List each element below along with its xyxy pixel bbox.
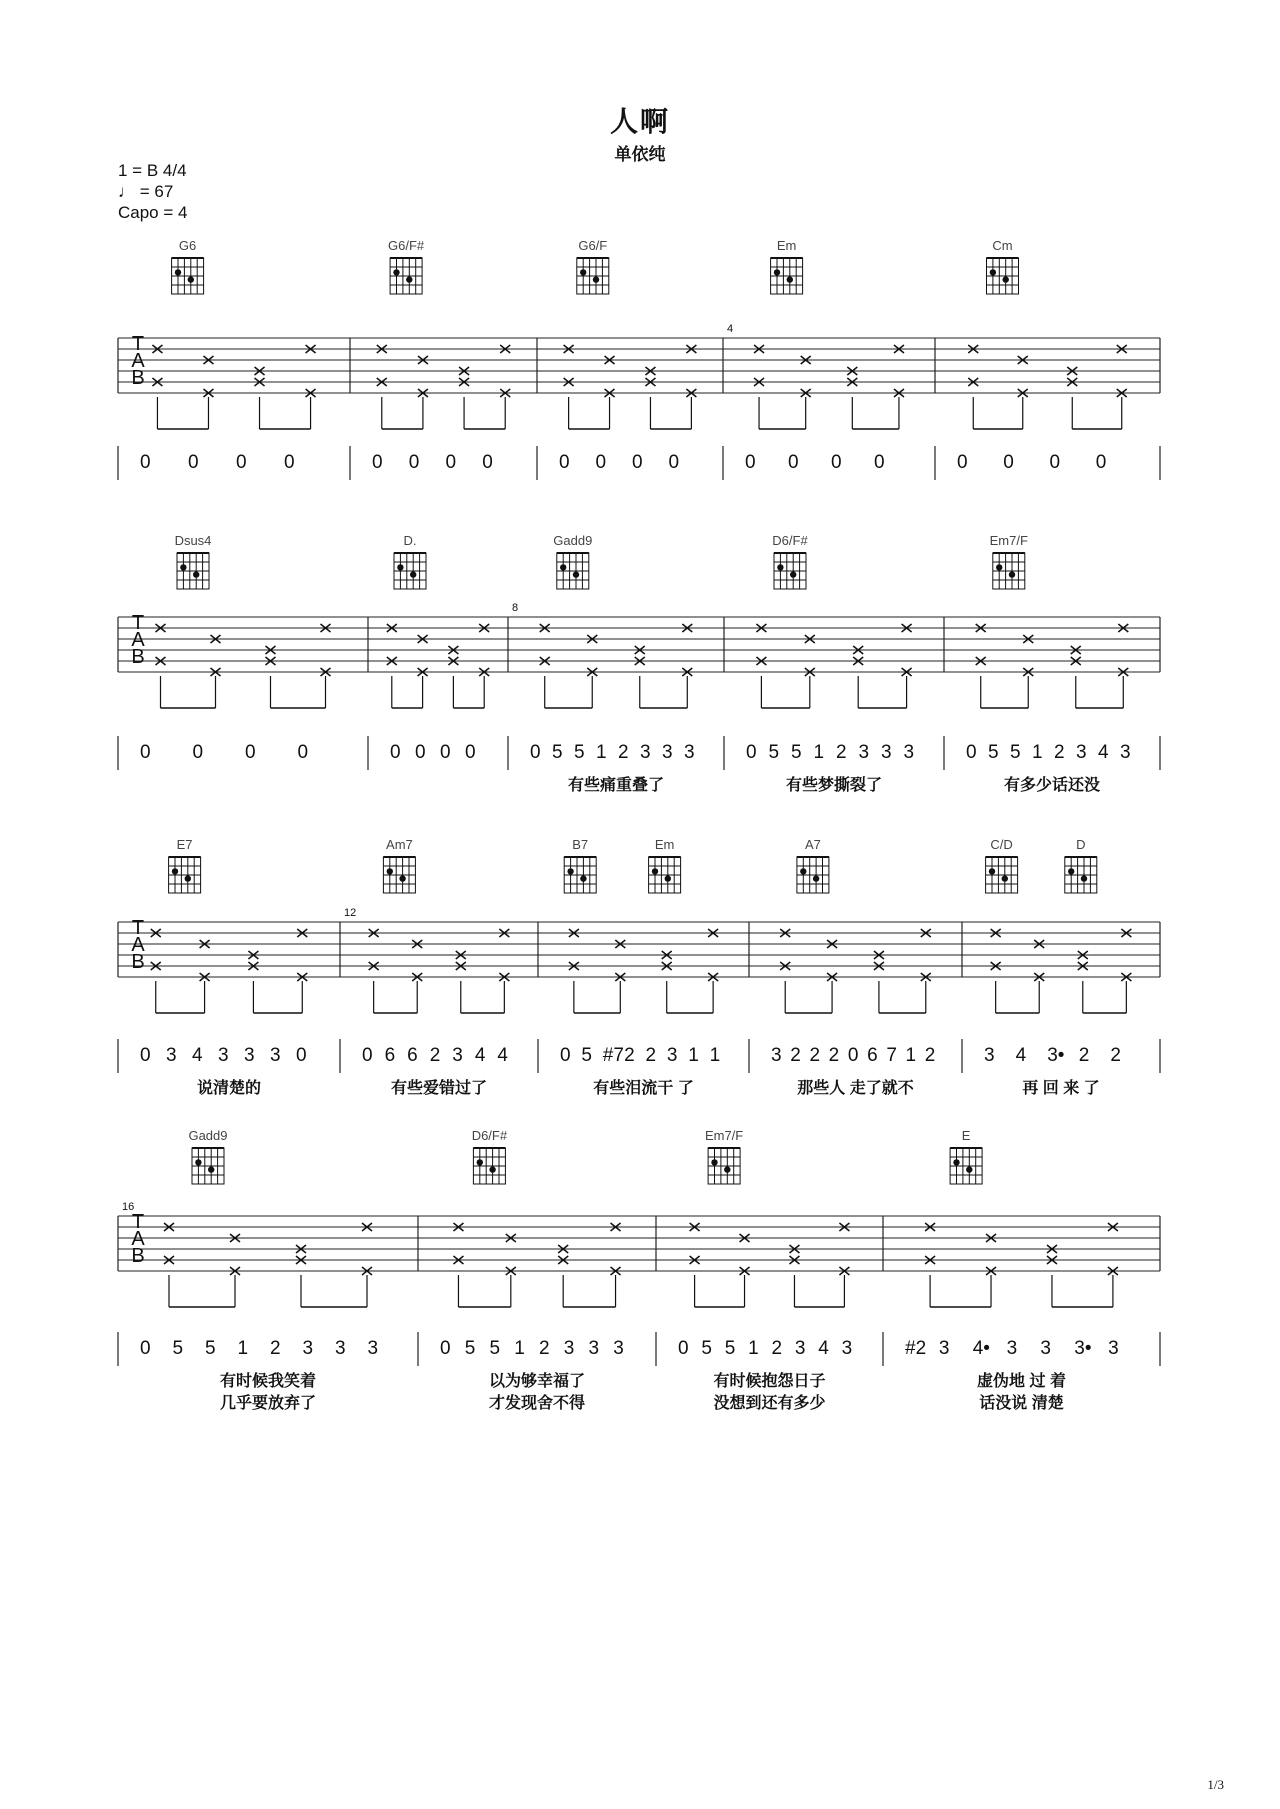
lyric-line: 有些爱错过了 — [390, 1080, 488, 1097]
jianpu-note: 0 — [236, 452, 247, 473]
jianpu-note: 1 — [905, 1045, 917, 1066]
chord-dot — [990, 269, 996, 275]
bar-number: 16 — [122, 1201, 135, 1213]
jianpu-note: 0 — [440, 1338, 451, 1359]
chord-dot — [996, 564, 1002, 570]
lyric-line: 再 回 来 了 — [1022, 1080, 1100, 1097]
jianpu-note: 0 — [957, 452, 968, 473]
chord-name: C/D — [990, 837, 1013, 852]
jianpu-note: 0 — [678, 1338, 689, 1359]
tab-clef: B — [131, 1245, 145, 1267]
jianpu-note: 3 — [1076, 742, 1087, 763]
jianpu-note: 3 — [367, 1338, 379, 1359]
jianpu-note: 0 — [415, 742, 426, 763]
chord-dot — [800, 868, 806, 874]
jianpu-note: 0 — [632, 452, 643, 473]
bar-number: 8 — [512, 602, 519, 614]
capo-marking: Capo = 4 — [118, 203, 188, 222]
jianpu-note: 4 — [474, 1045, 486, 1066]
chord-dot — [1002, 875, 1008, 881]
jianpu-note: 1 — [748, 1338, 759, 1359]
lyric-line: 说清楚的 — [196, 1080, 262, 1097]
jianpu-note: #2 — [905, 1338, 927, 1359]
chord-name: Em — [776, 238, 797, 253]
lyric-line: 有些痛重叠了 — [567, 777, 665, 794]
jianpu-note: 0 — [874, 452, 885, 473]
jianpu-note: 0 — [440, 742, 451, 763]
jianpu-note: 3 — [335, 1338, 346, 1359]
jianpu-note: 0 — [966, 742, 977, 763]
jianpu-note: 3 — [1120, 742, 1131, 763]
jianpu-note: 0 — [560, 1045, 571, 1066]
jianpu-note: 2 — [828, 1045, 840, 1066]
jianpu-note: 4 — [192, 1045, 203, 1066]
chord-dot — [195, 1159, 201, 1165]
jianpu-note: 5 — [489, 1338, 501, 1359]
chord-dot — [711, 1159, 717, 1165]
jianpu-note: 3 — [270, 1045, 281, 1066]
chord-dot — [175, 269, 181, 275]
chord-dot — [387, 868, 393, 874]
chord-dot — [989, 868, 995, 874]
jianpu-note: 5 — [464, 1338, 476, 1359]
tempo-marking: ♩ = 67 — [118, 182, 174, 201]
jianpu-note: 2 — [429, 1045, 441, 1066]
jianpu-note: 0 — [188, 452, 199, 473]
chord-name: E7 — [176, 837, 193, 852]
page-number: 1/3 — [1207, 1777, 1224, 1792]
jianpu-note: 2 — [836, 742, 847, 763]
jianpu-note: 3 — [563, 1338, 575, 1359]
jianpu-note: 6 — [384, 1045, 396, 1066]
chord-dot — [397, 564, 403, 570]
jianpu-note: 0 — [847, 1045, 859, 1066]
jianpu-note: 3 — [903, 742, 915, 763]
chord-dot — [790, 571, 796, 577]
jianpu-note: 2 — [1110, 1045, 1121, 1066]
chord-dot — [777, 564, 783, 570]
jianpu-note: 2 — [924, 1045, 936, 1066]
jianpu-note: 0 — [140, 1338, 151, 1359]
tab-clef: B — [131, 646, 145, 668]
jianpu-note: 0 — [140, 452, 151, 473]
lyric-line: 有多少话还没 — [1003, 777, 1101, 794]
jianpu-note: 2 — [790, 1045, 801, 1066]
jianpu-note: 6 — [867, 1045, 878, 1066]
jianpu-note: 5 — [791, 742, 802, 763]
jianpu-note: 0 — [372, 452, 383, 473]
jianpu-note: 0 — [245, 742, 256, 763]
tab-clef: A — [131, 629, 145, 651]
chord-name: D6/F# — [471, 1128, 508, 1143]
jianpu-note: 3 — [841, 1338, 853, 1359]
jianpu-note: 0 — [192, 742, 204, 763]
chord-dot — [185, 875, 191, 881]
jianpu-note: 2 — [1054, 742, 1065, 763]
chord-dot — [560, 564, 566, 570]
jianpu-note: 4 — [497, 1045, 509, 1066]
tab-clef: T — [131, 333, 145, 355]
song-title: 人啊 — [609, 105, 670, 138]
jianpu-note: 3 — [640, 742, 651, 763]
jianpu-note: 6 — [407, 1045, 418, 1066]
jianpu-note: 0 — [408, 452, 420, 473]
lyric-line: 几乎要放弃了 — [219, 1395, 317, 1412]
bar-number: 4 — [727, 323, 734, 335]
jianpu-note: 3 — [684, 742, 695, 763]
chord-dot — [665, 875, 671, 881]
chord-name: G6 — [178, 238, 197, 253]
jianpu-note: 0 — [284, 452, 295, 473]
lyric-line: 没想到还有多少 — [713, 1395, 826, 1412]
jianpu-note: 2 — [270, 1338, 281, 1359]
chord-dot — [573, 571, 579, 577]
chord-dot — [593, 276, 599, 282]
jianpu-note: 3• — [1047, 1045, 1065, 1066]
lyric-line: 才发现舍不得 — [488, 1395, 586, 1412]
lyric-line: 有时候抱怨日子 — [713, 1373, 826, 1390]
chord-dot — [489, 1166, 495, 1172]
jianpu-note: 3• — [1074, 1338, 1092, 1359]
jianpu-note: 0 — [140, 742, 151, 763]
tab-clef: T — [131, 917, 145, 939]
chord-dot — [208, 1166, 214, 1172]
jianpu-note: 3 — [881, 742, 892, 763]
jianpu-note: 3 — [1006, 1338, 1018, 1359]
chord-dot — [477, 1159, 483, 1165]
chord-name: G6/F — [578, 238, 608, 253]
jianpu-note: 4 — [1015, 1045, 1027, 1066]
tab-clef: A — [131, 350, 145, 372]
lyric-line: 以为够幸福了 — [488, 1373, 586, 1390]
chord-name: D6/F# — [772, 533, 808, 548]
jianpu-note: 5 — [988, 742, 999, 763]
lyric-line: 有些泪流干 了 — [593, 1080, 694, 1097]
jianpu-note: 1 — [709, 1045, 721, 1066]
lyric-line: 那些人 走了就不 — [797, 1080, 914, 1097]
jianpu-note: 0 — [530, 742, 541, 763]
jianpu-note: 3 — [244, 1045, 255, 1066]
chord-dot — [580, 875, 586, 881]
chord-dot — [1003, 276, 1009, 282]
chord-dot — [724, 1166, 730, 1172]
jianpu-note: 0 — [559, 452, 570, 473]
jianpu-note: 1 — [596, 742, 607, 763]
chord-name: Em — [654, 837, 675, 852]
jianpu-note: 0 — [390, 742, 401, 763]
chord-name: Gadd9 — [188, 1128, 228, 1143]
jianpu-note: 3 — [218, 1045, 229, 1066]
jianpu-note: 0 — [445, 452, 457, 473]
jianpu-note: 5 — [205, 1338, 216, 1359]
jianpu-note: 0 — [1095, 452, 1107, 473]
chord-dot — [193, 571, 199, 577]
jianpu-note: 2 — [1078, 1045, 1090, 1066]
chord-name: E — [961, 1128, 971, 1143]
jianpu-note: 0 — [296, 1045, 307, 1066]
jianpu-note: 3 — [1040, 1338, 1052, 1359]
jianpu-note: 2 — [624, 1045, 635, 1066]
jianpu-note: 0 — [297, 742, 309, 763]
chord-name: Cm — [992, 238, 1013, 253]
jianpu-note: 7 — [886, 1045, 897, 1066]
chord-dot — [1068, 868, 1074, 874]
chord-dot — [813, 875, 819, 881]
tab-clef: B — [131, 367, 145, 389]
chord-dot — [953, 1159, 959, 1165]
jianpu-note: 5 — [574, 742, 585, 763]
jianpu-note: 3 — [613, 1338, 624, 1359]
lyric-line: 有时候我笑着 — [219, 1373, 317, 1390]
jianpu-note: 5 — [724, 1338, 736, 1359]
jianpu-note: 5 — [1010, 742, 1021, 763]
chord-dot — [393, 269, 399, 275]
jianpu-note: 3 — [166, 1045, 177, 1066]
chord-name: Am7 — [386, 837, 413, 852]
jianpu-note: 0 — [1003, 452, 1014, 473]
lyric-line: 有些梦撕裂了 — [785, 777, 883, 794]
jianpu-note: 2 — [771, 1338, 783, 1359]
chord-name: D. — [403, 533, 417, 548]
jianpu-note: 5 — [172, 1338, 184, 1359]
chord-name: G6/F# — [388, 238, 425, 253]
jianpu-note: 4• — [972, 1338, 990, 1359]
chord-name: A7 — [804, 837, 821, 852]
chord-name: Gadd9 — [553, 533, 593, 548]
chord-name: Em7/F — [989, 533, 1028, 548]
chord-dot — [1081, 875, 1087, 881]
chord-name: B7 — [572, 837, 589, 852]
jianpu-note: 4 — [818, 1338, 829, 1359]
jianpu-note: 2 — [539, 1338, 550, 1359]
jianpu-note: 3 — [938, 1338, 950, 1359]
jianpu-note: 3 — [858, 742, 870, 763]
jianpu-note: 3 — [662, 742, 673, 763]
lyric-line: 话没说 清楚 — [979, 1395, 1064, 1412]
chord-dot — [172, 868, 178, 874]
jianpu-note: 5 — [701, 1338, 712, 1359]
bar-number: 12 — [344, 907, 357, 919]
jianpu-note: 3 — [452, 1045, 463, 1066]
jianpu-note: 1 — [514, 1338, 525, 1359]
chord-dot — [406, 276, 412, 282]
jianpu-note: 3 — [984, 1045, 995, 1066]
jianpu-note: 5 — [552, 742, 563, 763]
chord-dot — [774, 269, 780, 275]
jianpu-note: 0 — [788, 452, 799, 473]
key-signature: 1 = B 4/4 — [118, 161, 187, 180]
jianpu-note: 0 — [831, 452, 842, 473]
jianpu-note: 0 — [668, 452, 680, 473]
tab-clef: A — [131, 934, 145, 956]
chord-name: Em7/F — [704, 1128, 744, 1143]
chord-dot — [580, 269, 586, 275]
chord-dot — [180, 564, 186, 570]
jianpu-note: 3 — [1108, 1338, 1119, 1359]
chord-dot — [567, 868, 573, 874]
jianpu-note: 3 — [771, 1045, 782, 1066]
jianpu-note: 0 — [465, 742, 476, 763]
jianpu-note: 1 — [237, 1338, 249, 1359]
tab-clef: T — [131, 1211, 145, 1233]
chord-name: D — [1076, 837, 1086, 852]
jianpu-note: 4 — [1098, 742, 1109, 763]
jianpu-note: 1 — [813, 742, 825, 763]
chord-dot — [652, 868, 658, 874]
jianpu-note: 5 — [768, 742, 780, 763]
jianpu-note: 3 — [302, 1338, 314, 1359]
jianpu-note: 0 — [1049, 452, 1061, 473]
jianpu-note: 0 — [746, 742, 757, 763]
chord-dot — [410, 571, 416, 577]
jianpu-note: 2 — [618, 742, 629, 763]
lyric-line: 虚伪地 过 着 — [977, 1373, 1066, 1390]
jianpu-note: 3 — [794, 1338, 806, 1359]
jianpu-note: 3 — [666, 1045, 678, 1066]
jianpu-note: 0 — [140, 1045, 151, 1066]
chord-dot — [787, 276, 793, 282]
chord-dot — [1009, 571, 1015, 577]
jianpu-note: 1 — [688, 1045, 699, 1066]
jianpu-note: 3 — [588, 1338, 600, 1359]
tab-clef: B — [131, 951, 145, 973]
jianpu-note: 0 — [482, 452, 493, 473]
jianpu-note: 0 — [362, 1045, 373, 1066]
jianpu-note: 2 — [809, 1045, 821, 1066]
jianpu-note: 1 — [1032, 742, 1043, 763]
jianpu-note: 5 — [581, 1045, 592, 1066]
jianpu-note: 0 — [745, 452, 756, 473]
tab-clef: A — [131, 1228, 145, 1250]
tab-clef: T — [131, 612, 145, 634]
chord-dot — [966, 1166, 972, 1172]
song-artist: 单依纯 — [614, 145, 666, 165]
chord-dot — [399, 875, 405, 881]
jianpu-note: 0 — [595, 452, 607, 473]
jianpu-note: 2 — [645, 1045, 657, 1066]
chord-dot — [188, 276, 194, 282]
jianpu-note: #7 — [602, 1045, 624, 1066]
chord-name: Dsus4 — [174, 533, 212, 548]
